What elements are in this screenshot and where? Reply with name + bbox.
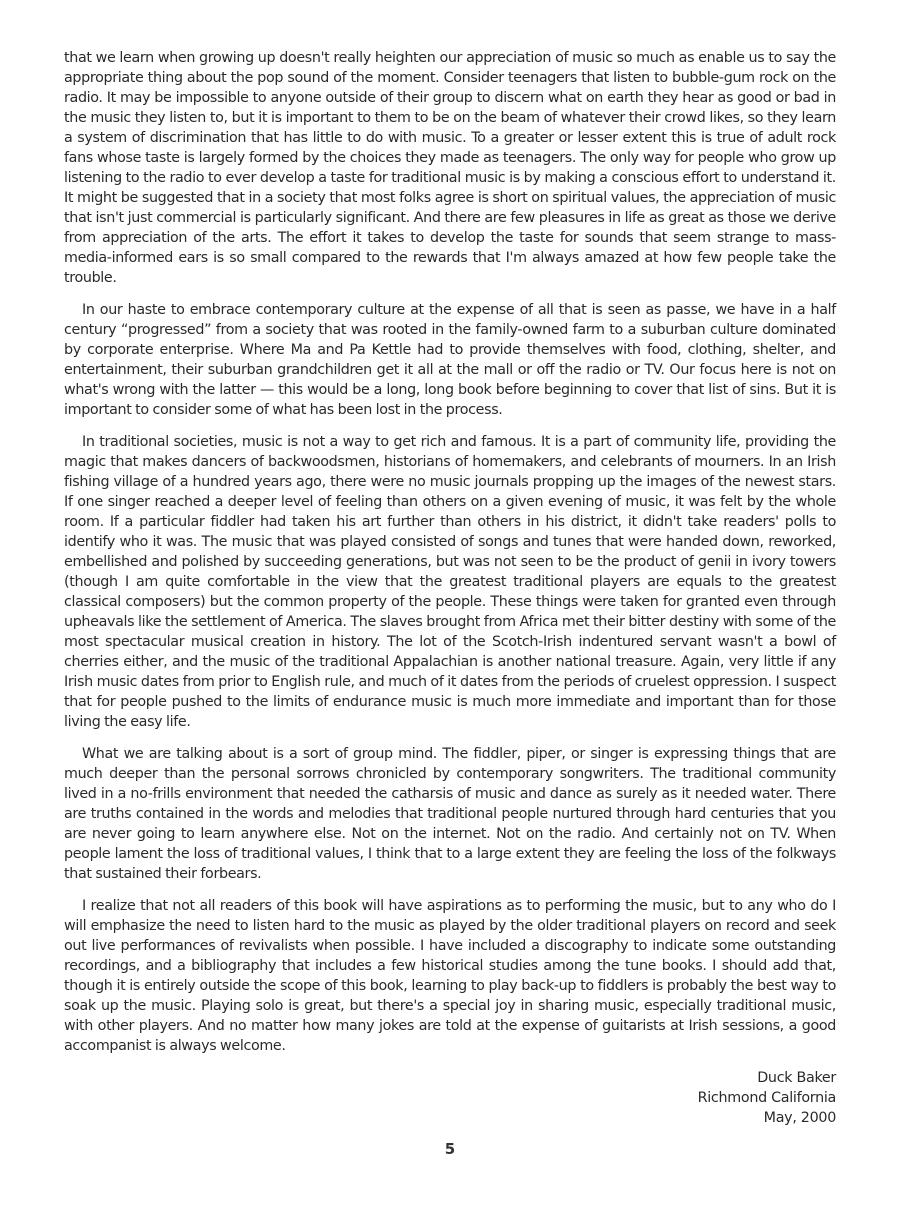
signature-date: May, 2000 xyxy=(763,1110,836,1126)
body-paragraph-5: I realize that not all readers of this book will have aspirations as to performing the music, but to any who do I will emphasize the need to listen hard to the music as played by the older traditional players on record and seek out live performances of revivalists when possible. I have included a discography to indicate some outstanding recordings, and a bibliography that includes a few historical studies among the tune books. I should add that, though it is entirely outside the scope of this book, learning to play back-up to fiddlers is probably the best way to soak up the music. Playing solo is great, but there's a special joy in sharing music, especially traditional music, with other players. And no matter how many jokes are told at the expense of guitarists at Irish sessions, a good accompanist is always welcome. xyxy=(64,898,836,1054)
page-number: 5 xyxy=(444,1140,456,1158)
body-paragraph-1: that we learn when growing up doesn't really heighten our appreciation of music so much as enable us to say the appropriate thing about the pop sound of the moment. Consider teenagers that listen to bubble-gum rock on the radio. It may be impossible to anyone outside of their group to discern what on earth they hear as good or bad in the music they listen to, but it is important to them to be on the beam of whatever their crowd likes, so they learn a system of discrimination that has little to do with music. To a greater or lesser extent this is true of adult rock fans whose taste is largely formed by the choices they made as teenagers. The only way for people who grow up listening to the radio to ever develop a taste for traditional music is by making a conscious effort to understand it. It might be suggested that in a society that most folks agree is short on spiritual values, the appreciation of music that isn't just commercial is particularly significant. And there are few pleasures in life as great as those we derive from appreciation of the arts. The effort it takes to develop the taste for sounds that seem strange to mass-media-informed ears is so small compared to the rewards that I'm always amazed at how few people take the trouble. xyxy=(64,50,836,286)
signature-block xyxy=(64,1068,836,1128)
page-content xyxy=(64,48,836,1128)
body-paragraph-3: In traditional societies, music is not a way to get rich and famous. It is a part of community life, providing the magic that makes dancers of backwoodsmen, historians of homemakers, and celebrants of mourners. In an Irish fishing village of a hundred years ago, there were no music journals propping up the images of the newest stars. If one singer reached a deeper level of feeling than others on a given evening of music, it was felt by the whole room. If a particular fiddler had taken his art further than others in his district, it didn't take readers' polls to identify who it was. The music that was played consisted of songs and tunes that were handed down, reworked, embellished and polished by succeeding generations, but was not seen to be the product of genii in ivory towers (though I am quite comfortable in the view that the greatest traditional players are equals to the greatest classical composers) but the common property of the people. These things were taken for granted even through upheavals like the settlement of America. The slaves brought from Africa met their bitter destiny with some of the most spectacular musical creation in history. The lot of the Scotch-Irish indentured servant wasn't a bowl of cherries either, and the music of the traditional Appalachian is another national treasure. Again, very little if any Irish music dates from prior to English rule, and much of it dates from the periods of cruelest oppression. I suspect that for people pushed to the limits of endurance music is much more immediate and important than for those living the easy life. xyxy=(64,434,836,730)
body-paragraph-2: In our haste to embrace contemporary culture at the expense of all that is seen as passe, we have in a half century “progressed” from a society that was rooted in the family-owned farm to a suburban culture dominated by corporate enterprise. Where Ma and Pa Kettle had to provide themselves with food, clothing, shelter, and entertainment, their suburban grandchildren get it all at the mall or off the radio or TV. Our focus here is not on what's wrong with the latter — this would be a long, long book before beginning to cover that list of sins. But it is important to consider some of what has been lost in the process. xyxy=(64,302,836,418)
author-name: Duck Baker xyxy=(757,1070,836,1086)
body-paragraph-4: What we are talking about is a sort of group mind. The fiddler, piper, or singer is expressing things that are much deeper than the personal sorrows chronicled by contemporary songwriters. The traditional community lived in a no-frills environment that needed the catharsis of music and dance as surely as it needed water. There are truths contained in the words and melodies that traditional people nurtured through hard centuries that you are never going to learn anywhere else. Not on the internet. Not on the radio. And certainly not on TV. When people lament the loss of traditional values, I think that to a large extent they are feeling the loss of the folkways that sustained their forbears. xyxy=(64,746,836,882)
author-location: Richmond California xyxy=(697,1090,836,1106)
